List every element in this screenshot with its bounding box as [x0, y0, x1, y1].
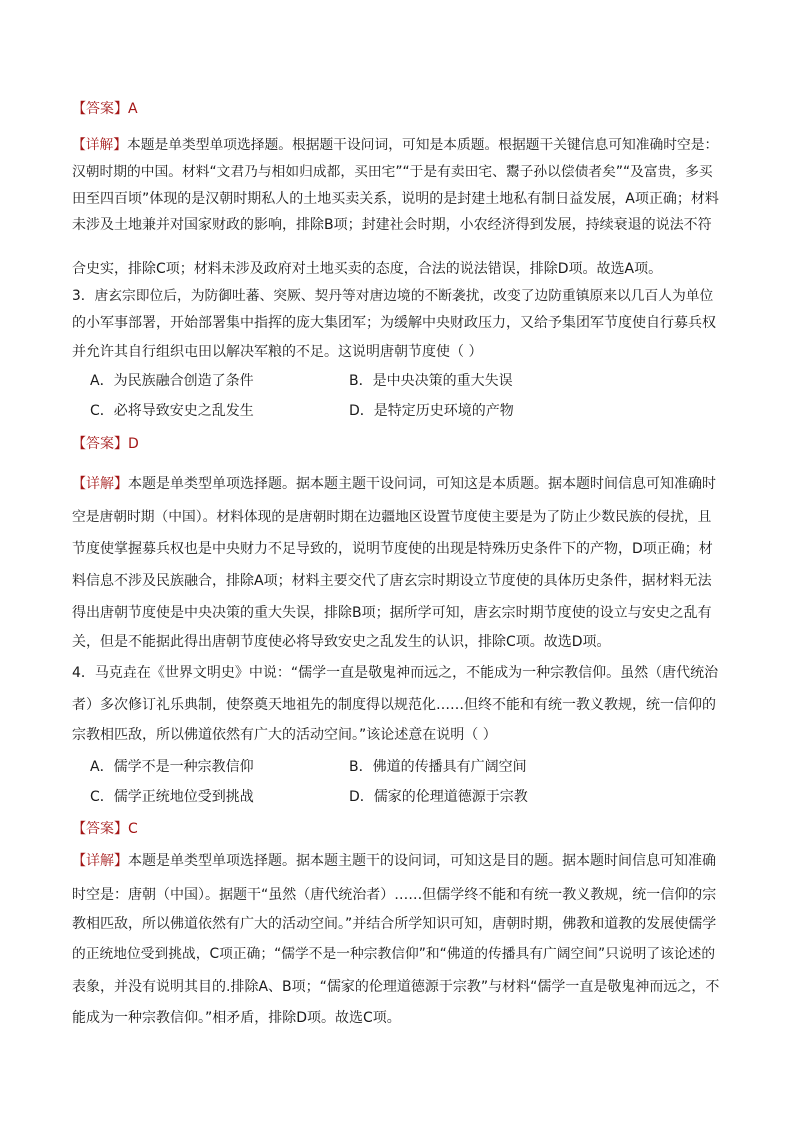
detail-line	[72, 474, 716, 494]
answer-letter: C	[128, 821, 138, 837]
detail-line: 未涉及土地兼并对国家财政的影响，排除B项；封建社会时期，小农经济得到发展，持续衰退的说法不符	[72, 217, 712, 233]
answer-tag: 【答案】	[72, 436, 128, 452]
option-a: A．为民族融合创造了条件	[90, 373, 254, 389]
answer-line	[72, 99, 138, 119]
detail-tag: 【详解】	[72, 476, 128, 492]
detail-line	[72, 851, 716, 871]
detail-line: 节度使掌握募兵权也是中央财力不足导致的，说明节度使的出现是特殊历史条件下的产物，D项正确；材	[72, 541, 713, 557]
detail-text: 本题是单类型单项选择题。据本题主题干设问词，可知这是本质题。据本题时间信息可知准确时	[128, 476, 716, 492]
answer-tag: 【答案】	[72, 821, 128, 837]
answer-line	[72, 819, 138, 839]
question-stem-line: 者）多次修订礼乐典制，使祭奠天地祖先的制度得以规范化……但终不能和有统一教义教规，统一信仰的	[72, 697, 716, 713]
question-stem-line: 的小军事部署，开始部署集中指挥的庞大集团军；为缓解中央财政压力，又给予集团军节度使自行募兵权	[72, 315, 716, 331]
detail-line: 汉朝时期的中国。材料“文君乃与相如归成都，买田宅”“于是有卖田宅、鬻子孙以偿债者矣”“及富贵，多买	[72, 164, 713, 180]
detail-line: 料信息不涉及民族融合，排除A项；材料主要交代了唐玄宗时期设立节度使的具体历史条件，据材料无法	[72, 573, 712, 589]
detail-line: 合史实，排除C项；材料未涉及政府对土地买卖的态度，合法的说法错误，排除D项。故选A项。	[72, 261, 663, 277]
detail-line: 教相匹敌，所以佛道依然有广大的活动空间。”并结合所学知识可知，唐朝时期，佛教和道教的发展使儒学	[72, 916, 717, 932]
detail-line: 田至四百顷”体现的是汉朝时期私人的土地买卖关系，说明的是封建土地私有制日益发展，A项正确；材料	[72, 191, 719, 207]
detail-line	[72, 135, 718, 155]
detail-tag: 【详解】	[72, 853, 128, 869]
answer-line	[72, 434, 139, 454]
detail-tag: 【详解】	[72, 137, 128, 153]
detail-line: 关，但是不能据此得出唐朝节度使必将导致安史之乱发生的认识，排除C项。故选D项。	[72, 634, 611, 650]
detail-line: 空是唐朝时期（中国）。材料体现的是唐朝时期在边疆地区设置节度使主要是为了防止少数民族的侵扰，且	[72, 509, 712, 525]
detail-line: 能成为一种宗教信仰。”相矛盾，排除D项。故选C项。	[72, 1010, 401, 1026]
detail-line: 的正统地位受到挑战，C项正确；“儒学不是一种宗教信仰”和“佛道的传播具有广阔空间”只说明了该论述的	[72, 946, 716, 962]
question-stem-line: 宗教相匹敌，所以佛道依然有广大的活动空间。”该论述意在说明（ ）	[72, 727, 497, 743]
option-d: D．儒家的伦理道德源于宗教	[349, 789, 528, 805]
question-stem-line: 3．唐玄宗即位后，为防御吐蕃、突厥、契丹等对唐边境的不断袭扰，改变了边防重镇原来以几百人为单位	[72, 288, 714, 304]
detail-text: 本题是单类型单项选择题。根据题干设问词，可知是本质题。根据题干关键信息可知准确时空是：	[127, 137, 719, 153]
option-d: D．是特定历史环境的产物	[349, 403, 514, 419]
question-stem-line: 并允许其自行组织屯田以解决军粮的不足。这说明唐朝节度使（ ）	[72, 344, 483, 360]
question-stem-line: 4．马克垚在《世界文明史》中说：“儒学一直是敬鬼神而远之，不能成为一种宗教信仰。虽然（唐代统治	[72, 665, 719, 681]
option-b: B．佛道的传播具有广阔空间	[349, 759, 527, 775]
detail-line: 得出唐朝节度使是中央决策的重大失误，排除B项；据所学可知，唐玄宗时期节度使的设立与安史之乱有	[72, 605, 712, 621]
option-b: B．是中央决策的重大失误	[349, 373, 513, 389]
option-a: A．儒学不是一种宗教信仰	[90, 759, 254, 775]
detail-text: 本题是单类型单项选择题。据本题主题干的设问词，可知这是目的题。据本题时间信息可知准确	[128, 853, 716, 869]
answer-letter: A	[128, 101, 138, 117]
option-c: C．儒学正统地位受到挑战	[90, 789, 254, 805]
detail-line: 时空是：唐朝（中国）。据题干“虽然（唐代统治者）……但儒学终不能和有统一教义教规，统一信仰的宗	[72, 887, 717, 903]
option-c: C．必将导致安史之乱发生	[90, 403, 254, 419]
detail-line: 表象，并没有说明其目的.排除A、B项；“儒家的伦理道德源于宗教”与材料“儒学一直是敬鬼神而远之，不	[72, 979, 720, 995]
answer-tag: 【答案】	[72, 101, 128, 117]
answer-letter: D	[128, 436, 139, 452]
